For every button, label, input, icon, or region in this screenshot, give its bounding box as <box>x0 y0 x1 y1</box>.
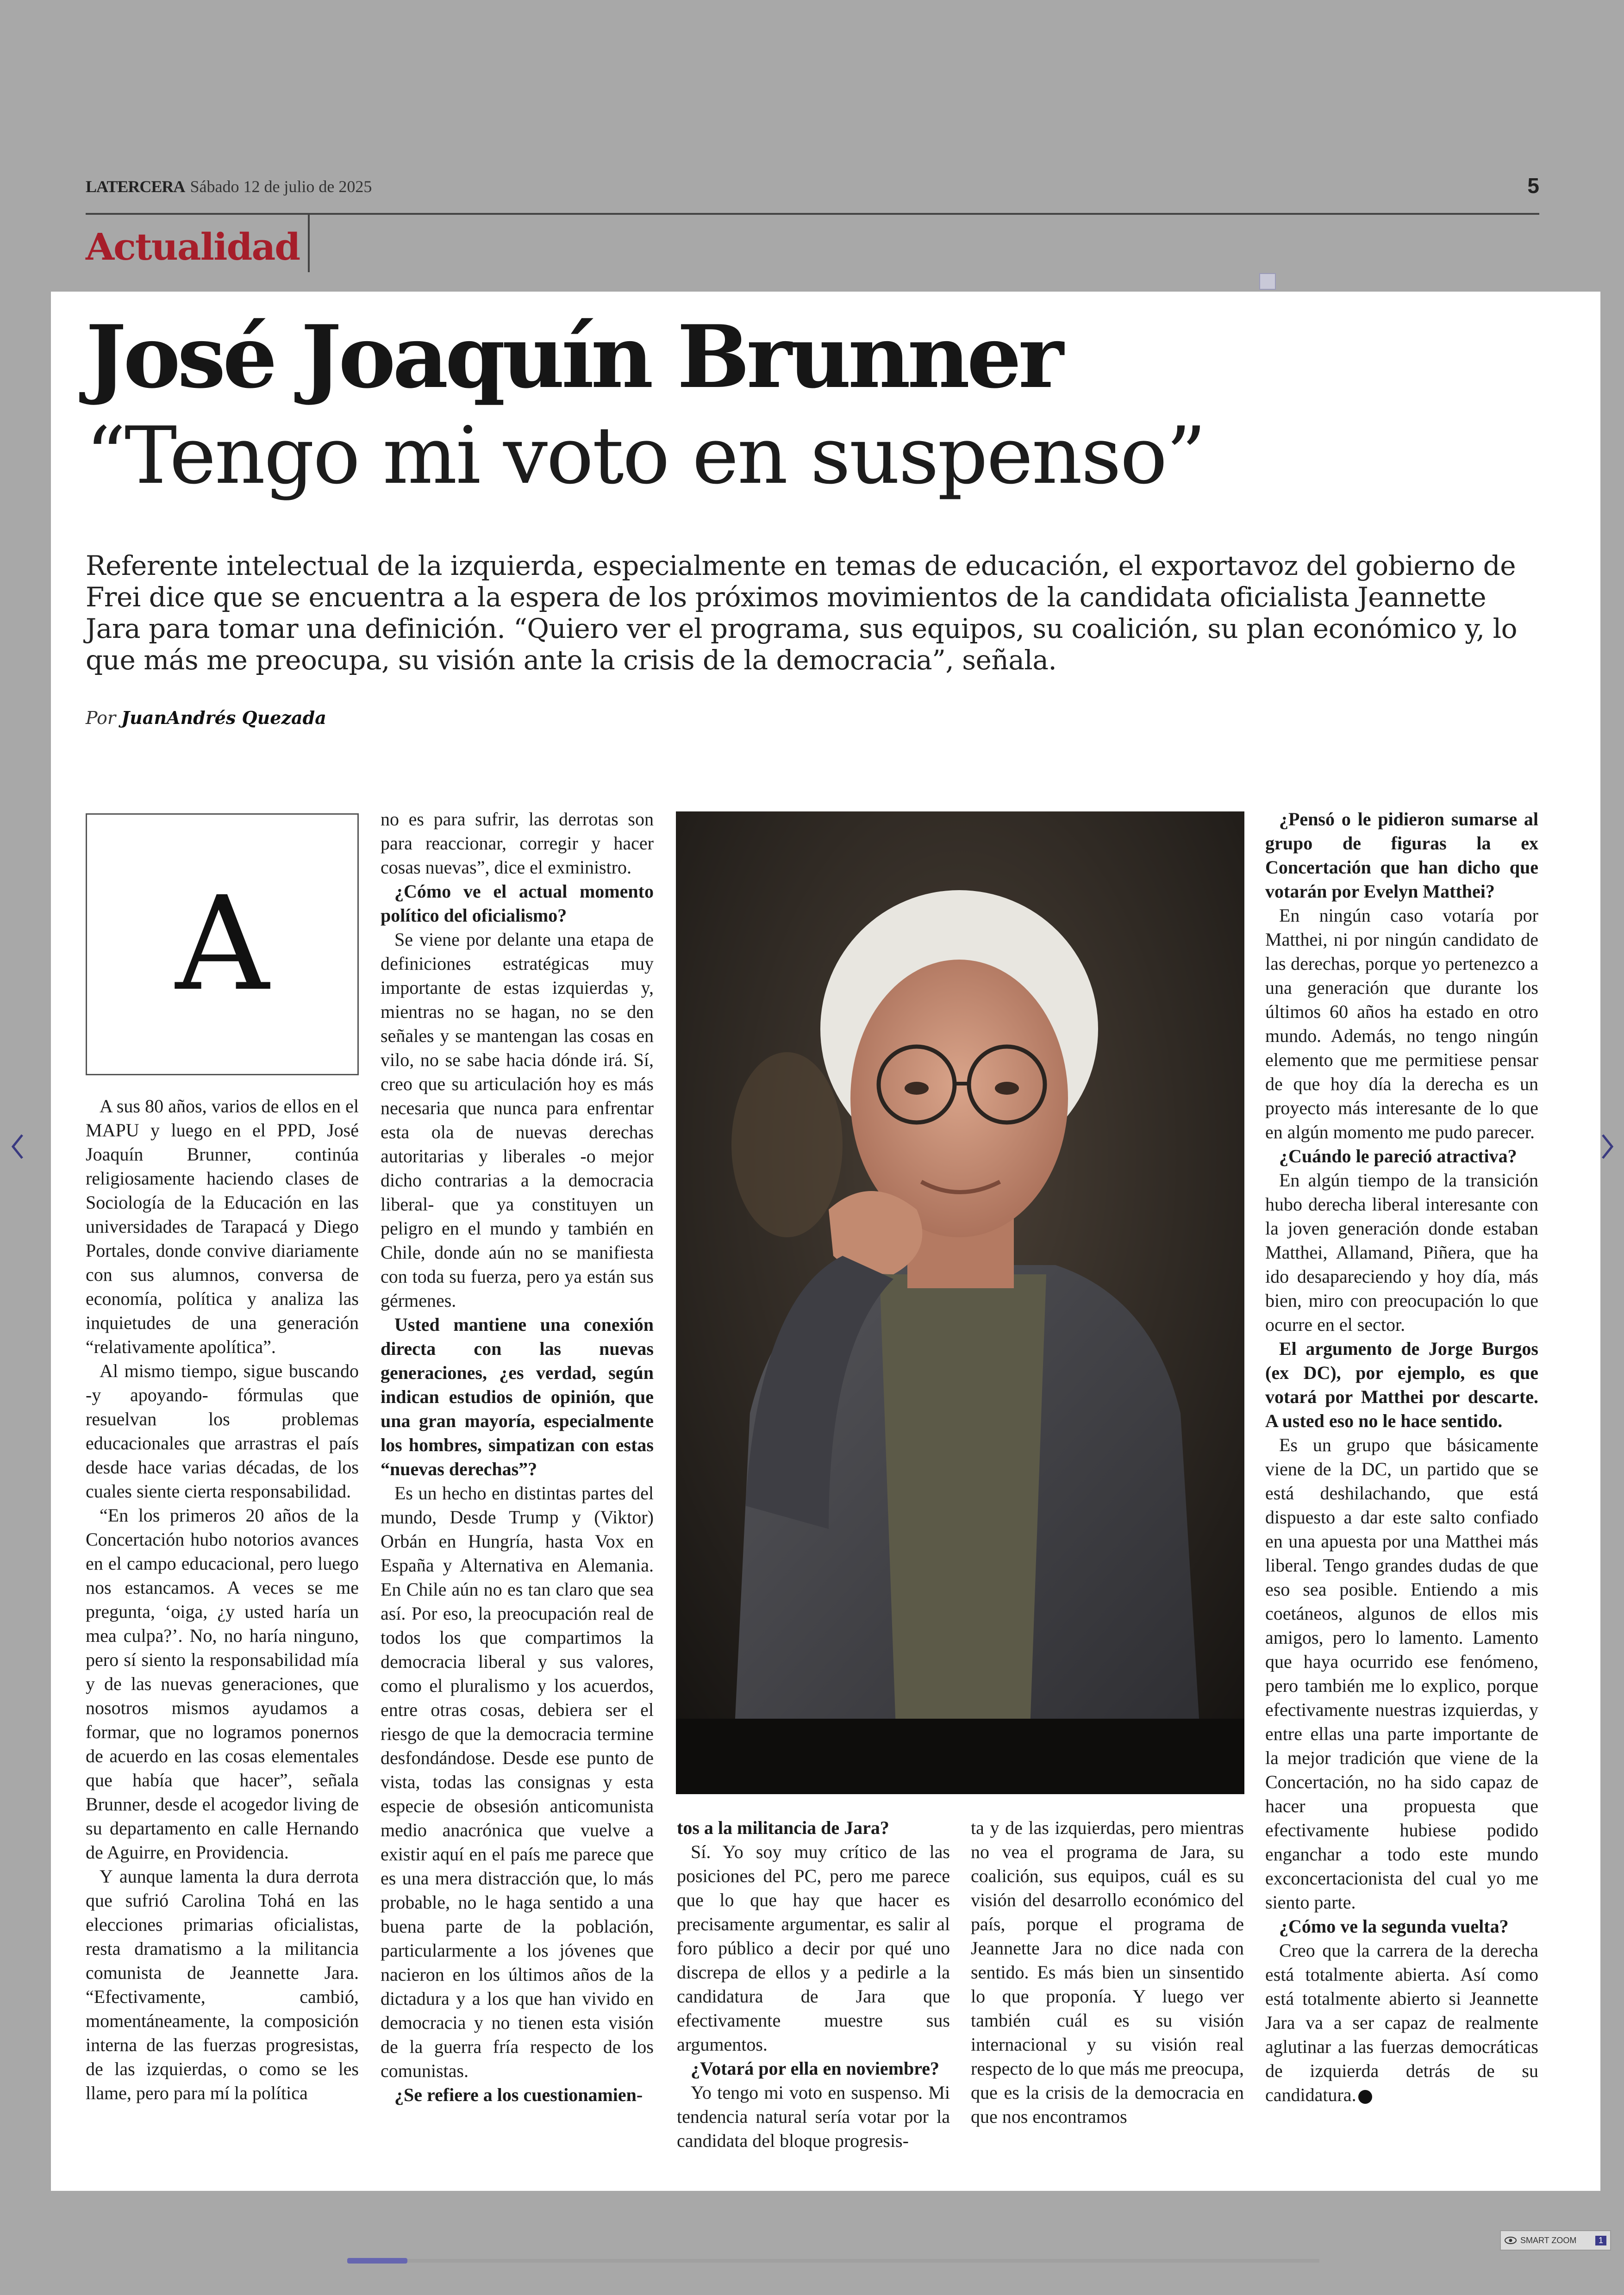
eye-icon <box>1505 2237 1517 2244</box>
paragraph: En algún tiempo de la transición hubo derecha liberal interesante con la joven generación donde estaban Matthei, Allamand, Piñera, que ha ido desapareciendo y hoy día, más bien, miro con preocupación lo que ocurre en el sector. <box>1265 1170 1538 1335</box>
page-scrollbar-thumb[interactable] <box>347 2258 407 2264</box>
page-marker-icon[interactable] <box>1259 273 1276 290</box>
paragraph: En ningún caso votaría por Matthei, ni por ningún candidato de las derechas, porque yo pertenezco a una generación que durante los últimos 60 años ha estado en otro mundo. Además, no tengo ningún elemento que me permitiese pensar de que hoy día la derecha es un proyecto más interesante de lo que en algún momento me pudo parecer. <box>1265 905 1538 1142</box>
smart-zoom-label: SMART ZOOM <box>1520 2235 1577 2245</box>
lead-paragraph: Referente intelectual de la izquierda, especialmente en temas de educación, el exportavoz del gobierno de Frei dice que se encuentra a la espera de los próximos movimientos de la candidata oficialista Jeannette Jara para tomar una definición. “Quiero ver el programa, sus equipos, su coalición, su plan económico y, lo que más me preocupa, su visión ante la crisis de la democracia”, señala. <box>86 550 1518 676</box>
headline: José Joaquín Brunner <box>86 306 1061 407</box>
issue-date: Sábado 12 de julio de 2025 <box>190 177 372 196</box>
dropcap-letter: A <box>175 869 269 1020</box>
smart-zoom-button[interactable] <box>1500 2230 1611 2251</box>
interview-question: ¿Pensó o le pidieron sumarse al grupo de figuras la ex Concertación que han dicho que votarán por Evelyn Matthei? <box>1265 809 1538 902</box>
masthead-rule <box>86 213 1539 215</box>
paragraph: ta y de las izquierdas, pero mientras no vea el programa de Jara, su coalición, sus equipos, cuál es su visión del desarrollo económico del país, porque el programa de Jeannette Jara no dice nada con sentido. Es más bien un sinsentido lo que proponía. Y luego ver también cuál es su visión internacional y su visión real respecto de lo que más me preocupa, que es la crisis de la democracia en que nos encontramos <box>971 1817 1244 2127</box>
paragraph: “En los primeros 20 años de la Concertación hubo notorios avances en el campo educacional, pero luego nos estancamos. A veces se me pregunta, ‘oiga, ¿y usted haría un mea culpa?’. No, no haría ninguno, pero sí siento la responsabilidad mía y de las nuevas generaciones, que nosotros mismos ayudamos a formar, que no logramos ponernos de acuerdo en las cosas elementales que había que hacer”, señala Brunner, desde el acogedor living de su departamento en calle Hernando de Aguirre, en Providencia. <box>86 1505 359 1863</box>
section-title: Actualidad <box>86 225 300 268</box>
text-column-4 <box>971 1816 1244 2129</box>
text-column-2 <box>381 807 654 2107</box>
interview-question: Usted mantiene una conexión directa con las nuevas generaciones, ¿es verdad, según indican estudios de opinión, que una gran mayoría, especialmente los hombres, simpatizan con estas “nuevas derechas”? <box>381 1314 654 1479</box>
paragraph: Al mismo tiempo, sigue buscando -y apoyando- fórmulas que resuelvan los problemas educacionales que arrastras el país desde hace varias décadas, de los cuales siente cierta responsabilidad. <box>86 1360 359 1502</box>
interview-question: ¿Votará por ella en noviembre? <box>691 2058 940 2079</box>
end-of-article-mark <box>1358 2090 1372 2104</box>
text-column-5 <box>1265 807 1538 2107</box>
dropcap-box <box>86 813 359 1075</box>
chevron-right-icon[interactable] <box>1598 1130 1617 1163</box>
interview-question: ¿Se refiere a los cuestionamien- <box>394 2084 643 2105</box>
paragraph: Yo tengo mi voto en suspenso. Mi tendencia natural sería votar por la candidata del bloque progresis- <box>677 2082 950 2151</box>
paragraph: A sus 80 años, varios de ellos en el MAPU y luego en el PPD, José Joaquín Brunner, continúa religiosamente haciendo clases de Sociología de la Educación en las universidades de Tarapacá y Diego Portales, donde convive diariamente con sus alumnos, conversa de economía, política y analiza las inquietudes de una generación “relativamente apolítica”. <box>86 1096 359 1357</box>
interview-question: El argumento de Jorge Burgos (ex DC), por ejemplo, es que votará por Matthei por descarte. A usted eso no le hace sentido. <box>1265 1338 1538 1431</box>
byline <box>86 707 326 728</box>
chevron-left-icon[interactable] <box>8 1130 27 1163</box>
page-scrollbar[interactable] <box>347 2259 1319 2263</box>
paragraph: no es para sufrir, las derrotas son para reaccionar, corregir y hacer cosas nuevas”, dice el exministro. <box>381 809 654 878</box>
text-column-1 <box>86 1094 359 2105</box>
paragraph: Creo que la carrera de la derecha está totalmente abierta. Así como está totalmente abierto si Jeannette Jara va a ser capaz de realmente aglutinar a las fuerzas democráticas de izquierda detrás de su candidatura. <box>1265 1940 1538 2105</box>
text-column-3 <box>677 1816 950 2153</box>
byline-author: JuanAndrés Quezada <box>121 707 326 728</box>
interview-question: ¿Cómo ve la segunda vuelta? <box>1279 1916 1509 1937</box>
paragraph: Es un hecho en distintas partes del mundo, Desde Trump y (Viktor) Orbán en Hungría, hasta Vox en España y Alternativa en Alemania. En Chile aún no es tan claro que sea así. Por eso, la preocupación real de todos los que compartimos la democracia liberal y sus valores, como el pluralismo y los acuerdos, entre otras cosas, debiera ser el riesgo de que la democracia termine desfondándose. Desde ese punto de vista, todas las consignas y esta especie de obsesión anticomunista medio anacrónica que vuelve a existir aquí en el país me parece que es una mera distracción que, lo más probable, no le haga sentido a una buena parte de la población, particularmente a los jóvenes que nacieron en los últimos años de la dictadura y a los que han vivido en democracia y no tienen esta visión de la guerra fría respecto de los comunistas. <box>381 1483 654 2081</box>
interview-question: ¿Cómo ve el actual momento político del oficialismo? <box>381 881 654 926</box>
paragraph: Y aunque lamenta la dura derrota que sufrió Carolina Tohá en las elecciones primarias oficialistas, resta dramatismo a la militancia comunista de Jeannette Jara. “Efectivamente, cambió, momentáneamente, la composición interna de las fuerzas progresistas, de las izquierdas, o como se les llame, pero para mí la política <box>86 1866 359 2103</box>
page-number: 5 <box>1527 174 1539 198</box>
masthead <box>86 174 1539 214</box>
portrait-photo <box>676 811 1244 1794</box>
section-divider <box>308 214 310 272</box>
paragraph: Se viene por delante una etapa de definiciones estratégicas muy importante de estas izquierdas y, mientras no se hagan, no se den señales y se mantengan las cosas en vilo, no se sabe hacia dónde irá. Sí, creo que su articulación hoy es más necesaria que nunca para enfrentar esta ola de nuevas derechas autoritarias y liberales -o mejor dicho contrarias a la democracia liberal- que ya constituyen un peligro en el mundo y también en Chile, donde aún no se manifiesta con toda su fuerza, pero ya están sus gérmenes. <box>381 929 654 1311</box>
paragraph: Es un grupo que básicamente viene de la DC, un partido que se está deshilachando, que está dispuesto a dar este salto confiado en una apuesta por una Matthei más liberal. Tengo grandes dudas de que eso sea posible. Entiendo a mis coetáneos, algunos de ellos mis amigos, pero lo lamento. Lamento que haya ocurrido ese fenómeno, pero también me lo explico, porque efectivamente nuestras izquierdas, y entre ellas una parte importante de la mejor tradición que viene de la Concertación, no ha sido capaz de hacer una propuesta que efectivamente hubiese podido enganchar a todo este mundo exconcertacionista del cual yo me siento parte. <box>1265 1434 1538 1913</box>
smart-zoom-badge: 1 <box>1595 2236 1606 2245</box>
byline-prefix: Por <box>86 708 116 728</box>
interview-question: ¿Cuándo le pareció atractiva? <box>1279 1146 1517 1166</box>
newspaper-brand: LATERCERA <box>86 177 185 196</box>
subheadline: “Tengo mi voto en suspenso” <box>86 410 1205 502</box>
interview-question: tos a la militancia de Jara? <box>677 1817 889 1838</box>
paragraph: Sí. Yo soy muy crítico de las posiciones del PC, pero me parece que lo que hay que hacer es precisamente argumentar, es salir al foro público a decir por qué uno discrepa de ellos y a pedirle a la candidatura de Jara que efectivamente muestre sus argumentos. <box>677 1841 950 2055</box>
